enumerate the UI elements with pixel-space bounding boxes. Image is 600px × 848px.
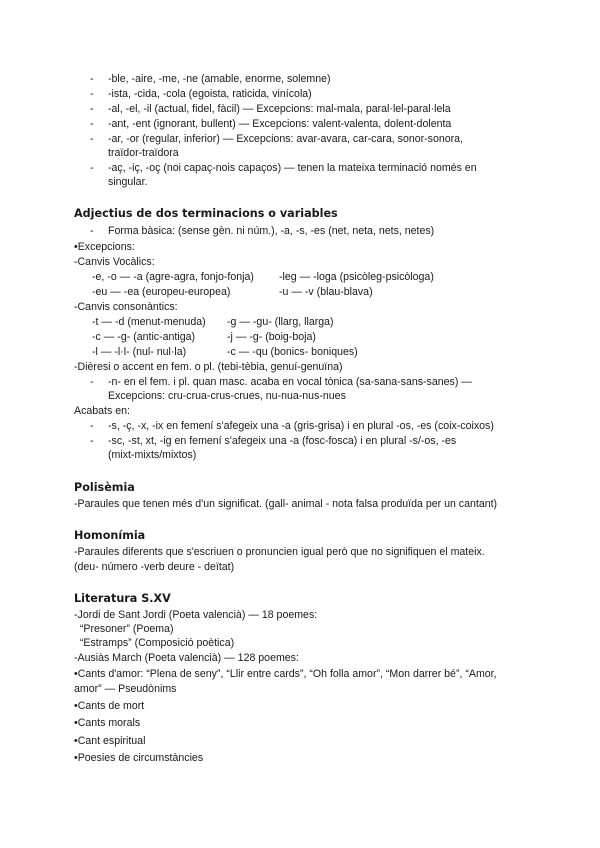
literatura-line: “Estramps” (Composició poètica) xyxy=(74,637,235,649)
list-dash: - xyxy=(90,73,94,85)
literatura-line: amor” — Pseudònims xyxy=(74,683,177,695)
section-heading-homonimia: Homonímia xyxy=(74,529,146,542)
list-item: -ant, -ent (ignorant, bullent) — Excepcions: valent-valenta, dolent-dolenta xyxy=(108,118,452,130)
consonantic-rule: -c — -g- (antic-antiga) xyxy=(92,331,196,343)
consonantics-title: -Canvis consonàntics: xyxy=(74,301,178,313)
section-heading-adjectius: Adjectius de dos terminacions o variables xyxy=(74,207,338,220)
list-dash: - xyxy=(90,133,94,145)
list-item: -ista, -cida, -cola (egoista, raticida, vinícola) xyxy=(108,88,312,100)
list-item: -aç, -iç, -oç (noi capaç-nois capaços) — tenen la mateixa terminació només en xyxy=(108,162,477,174)
acabats-item: -s, -ç, -x, -ix en femení s'afegeix una -a (gris-grisa) i en plural -os, -es (coix-coixos) xyxy=(108,420,494,432)
list-item: -al, -el, -il (actual, fidel, fàcil) — Excepcions: mal-mala, paral·lel-paral·lela xyxy=(108,103,451,115)
consonantic-rule: -t — -d (menut-menuda) xyxy=(92,316,206,328)
vocalics-title: -Canvis Vocàlics: xyxy=(74,256,155,268)
vocalic-rule: -e, -o — -a (agre-agra, fonjo-fonja) xyxy=(92,271,254,283)
list-item-continuation: singular. xyxy=(108,176,148,188)
homonimia-example: (deu- número -verb deure - deïtat) xyxy=(74,561,235,573)
literatura-line: •Cant espiritual xyxy=(74,735,146,747)
vocalic-rule: -leg — -loga (psicòleg-psicòloga) xyxy=(279,271,434,283)
consonantic-rule: -g — -gu- (llarg, llarga) xyxy=(227,316,334,328)
consonantic-rule: -c — -qu (bonics- boniques) xyxy=(227,346,358,358)
literatura-line: •Cants de mort xyxy=(74,700,145,712)
list-dash: - xyxy=(90,88,94,100)
vocalic-rule: -u — -v (blau-blava) xyxy=(279,286,373,298)
list-dash: - xyxy=(90,103,94,115)
excepcions-label: •Excepcions: xyxy=(74,241,135,253)
list-dash: - xyxy=(90,225,94,237)
literatura-line: -Jordi de Sant Jordi (Poeta valencià) — 18 poemes: xyxy=(74,609,318,621)
list-dash: - xyxy=(90,376,94,388)
homonimia-text: -Paraules diferents que s'escriuen o pronuncien igual però que no signifiquen el mateix. xyxy=(74,546,485,558)
dieresi-rule: -Dièresi o accent en fem. o pl. (tebi-tèbia, genuí-genuïna) xyxy=(74,361,343,373)
list-item-continuation: traïdor-traïdora xyxy=(108,147,179,159)
literatura-line: •Poesies de circumstàncies xyxy=(74,752,204,764)
consonantic-rule: -l — -l·l- (nul- nul·la) xyxy=(92,346,187,358)
list-dash: - xyxy=(90,435,94,447)
forma-basica: Forma bàsica: (sense gèn. ni núm.), -a, -s, -es (net, neta, nets, netes) xyxy=(108,225,435,237)
list-item: -ble, -aire, -me, -ne (amable, enorme, solemne) xyxy=(108,73,331,85)
list-dash: - xyxy=(90,162,94,174)
dieresi-item-continuation: Excepcions: cru-crua-crus-crues, nu-nua-nus-nues xyxy=(108,390,346,402)
section-heading-polisemia: Polisèmia xyxy=(74,481,135,494)
literatura-line: •Cants morals xyxy=(74,717,141,729)
list-item: -ar, -or (regular, inferior) — Excepcions: avar-avara, car-cara, sonor-sonora, xyxy=(108,133,464,145)
polisemia-text: -Paraules que tenen més d'un significat. (gall- animal - nota falsa produïda per un cantant) xyxy=(74,498,498,510)
list-dash: - xyxy=(90,118,94,130)
literatura-line: “Presoner” (Poema) xyxy=(74,623,174,635)
list-dash: - xyxy=(90,420,94,432)
section-heading-literatura: Literatura S.XV xyxy=(74,592,171,605)
dieresi-item: -n- en el fem. i pl. quan masc. acaba en vocal tònica (sa-sana-sans-sanes) — xyxy=(108,376,472,388)
acabats-item-continuation: (mixt-mixts/mixtos) xyxy=(108,449,197,461)
literatura-line: •Cants d'amor: “Plena de seny”, “Llir entre cards”, “Oh folla amor”, “Mon darrer bé”, “Amor, xyxy=(74,668,497,680)
acabats-title: Acabats en: xyxy=(74,405,130,417)
acabats-item: -sc, -st, xt, -ig en femení s'afegeix una -a (fosc-fosca) i en plural -s/-os, -es xyxy=(108,435,457,447)
vocalic-rule: -eu — -ea (europeu-europea) xyxy=(92,286,231,298)
consonantic-rule: -j — -g- (boig-boja) xyxy=(227,331,316,343)
literatura-line: -Ausiàs March (Poeta valencià) — 128 poemes: xyxy=(74,652,299,664)
